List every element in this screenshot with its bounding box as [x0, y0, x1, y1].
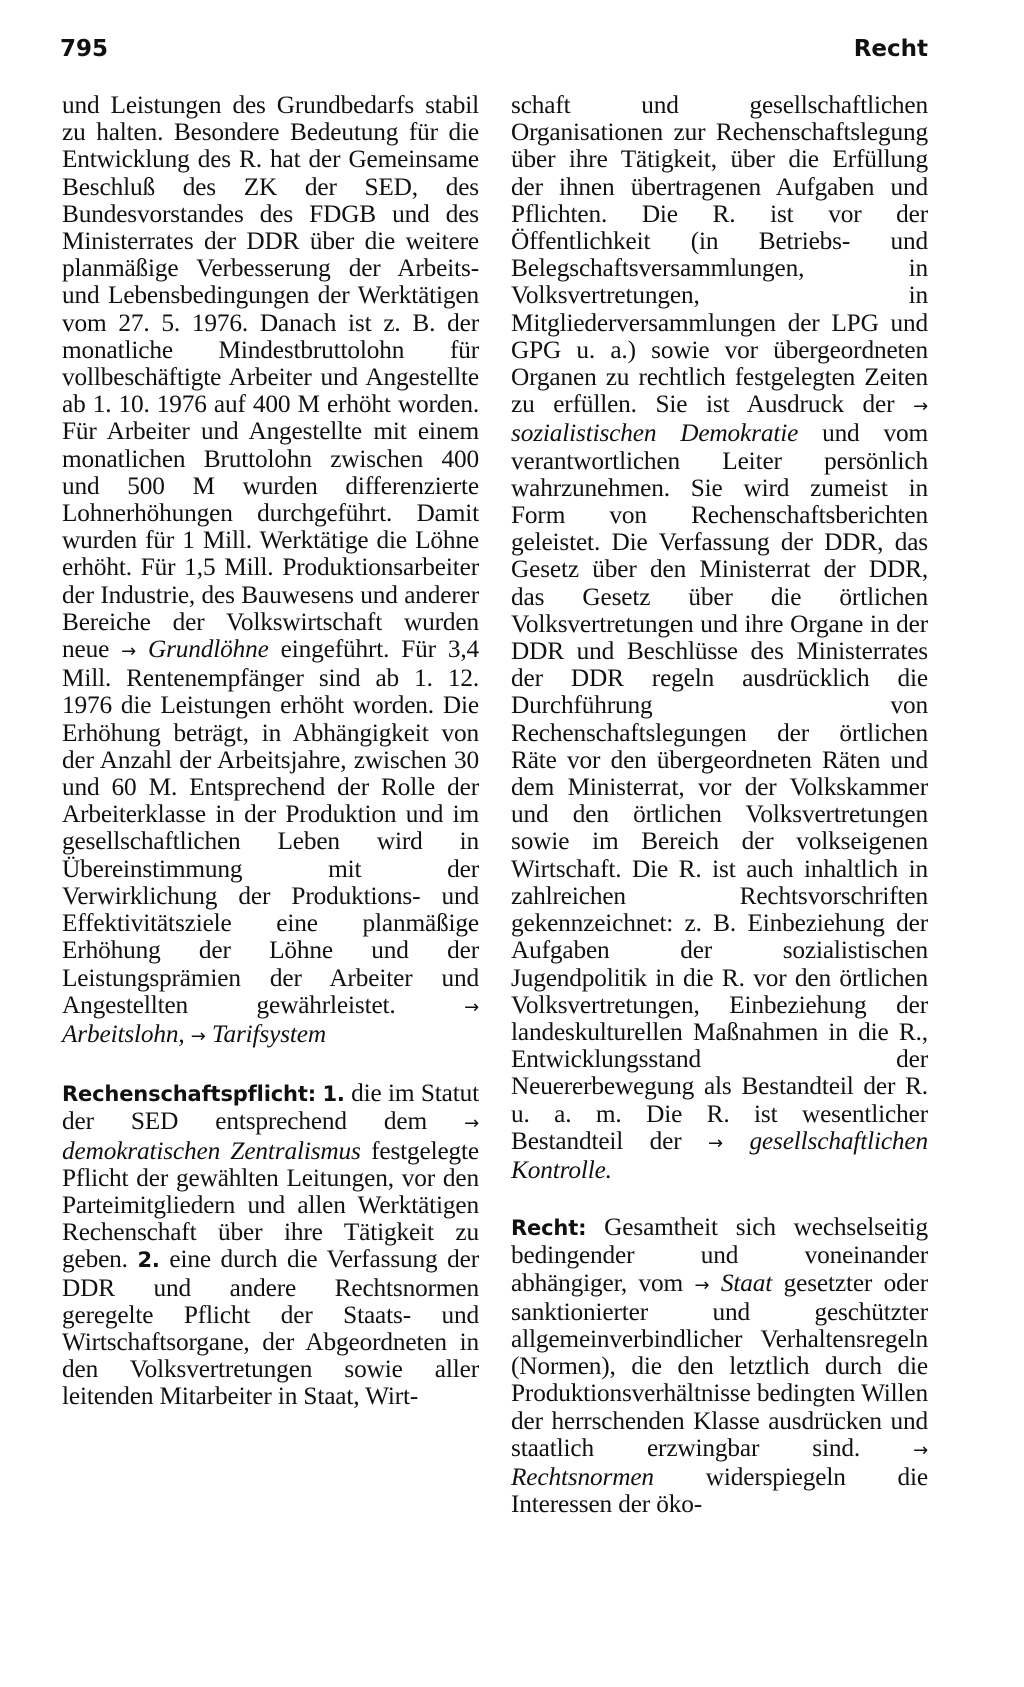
- text: widerspiegeln die Interessen der öko-: [511, 1462, 928, 1519]
- cross-reference-arrow-icon: →: [708, 1132, 723, 1154]
- cross-reference-link[interactable]: Rechtsnormen: [511, 1462, 654, 1491]
- cross-reference-link[interactable]: Arbeitslohn,: [62, 1019, 185, 1048]
- text: und Leistungen des Grundbedarfs stabil zu halten. Besondere Bedeutung für die Entwicklung des R. hat der Gemeinsame Beschluß des ZK der SED, des Bundesvorstandes des FDGB und des Ministerrates der DDR über die weitere planmäßige Verbesserung der Arbeits- und Lebensbedingungen der Werktätigen vom 27. 5. 1976. Danach ist z. B. der monatliche Mindestbruttolohn für vollbeschäftigte Arbeiter und Angestellte ab 1. 10. 1976 auf 400 M erhöht worden. Für Arbeiter und Angestellte mit einem monatlichen Bruttolohn zwischen 400 und 500 M wurden differenzierte Lohnerhöhungen durchgeführt. Damit wurden für 1 Mill. Werktätige die Löhne erhöht. Für 1,5 Mill. Produktionsarbeiter der Industrie, des Bauwesens und anderer Bereiche der Volkswirtschaft wurden neue: [62, 91, 479, 664]
- text: gesetzter oder sanktionierter und geschützter allgemeinverbindlicher Verhaltensregeln (Normen), die den letztlich durch die Produktionsverhältnisse bedingten Willen der herrschenden Klasse ausdrücken und staatlich erzwingbar sind.: [511, 1268, 928, 1462]
- cross-reference-arrow-icon: →: [694, 1274, 710, 1296]
- cross-reference-arrow-icon: →: [464, 996, 479, 1018]
- text: Gesamtheit sich wechselseitig bedingender und voneinander abhängiger, vom: [511, 1213, 928, 1297]
- text: schaft und gesellschaftlichen Organisationen zur Rechenschaftslegung über ihre Tätigkeit, über die Erfüllung der ihnen übertragenen Aufgaben und Pflichten. Die R. ist vor der Öffentlichkeit (in Betriebs- und Belegschaftsversammlungen, in Volksvertretungen, in Mitgliederversammlungen der LPG und GPG u. a.) sowie vor übergeordneten Organen zu rechtlich festgelegten Zeiten zu erfüllen. Sie ist Ausdruck der: [511, 91, 928, 419]
- entry-headword: Recht:: [511, 1216, 587, 1241]
- cross-reference-arrow-icon: →: [121, 641, 137, 663]
- cross-reference-arrow-icon: →: [190, 1025, 206, 1047]
- cross-reference-arrow-icon: →: [913, 396, 928, 418]
- cross-reference-link[interactable]: Grundlöhne: [147, 635, 269, 664]
- cross-reference-link[interactable]: sozialistischen Demokratie: [511, 419, 799, 448]
- entry-continuation: [62, 92, 479, 1050]
- cross-reference-link[interactable]: Staat: [720, 1268, 773, 1297]
- cross-reference-arrow-icon: →: [464, 1113, 479, 1135]
- cross-reference-link[interactable]: demokratischen Zentralismus: [62, 1136, 361, 1165]
- entry-headword: Rechenschaftspflicht:: [62, 1082, 316, 1107]
- text-columns: [62, 92, 928, 1518]
- text: festgelegte Pflicht der gewählten Leitungen, vor den Parteimitgliedern und allen Werktätigen Rechenschaft über ihre Tätigkeit zu geben.: [62, 1136, 480, 1274]
- text: eingeführt. Für 3,4 Mill. Rentenempfänger sind ab 1. 12. 1976 die Leistungen erhöht worden. Die Erhöhung beträgt, in Abhängigkeit von der Anzahl der Arbeitsjahre, zwischen 30 und 60 M. Entsprechend der Rolle der Arbeiterklasse in der Produktion und im gesellschaftlichen Leben wird in Übereinstimmung mit der Verwirklichung der Produktions- und Effektivitätsziele eine planmäßige Erhöhung der Löhne und der Leistungsprämien der Arbeiter und Angestellten gewährleistet.: [62, 635, 480, 1019]
- cross-reference-link[interactable]: Tarifsystem: [211, 1019, 326, 1048]
- page-header: [60, 36, 928, 62]
- cross-reference-arrow-icon: →: [913, 1439, 928, 1461]
- entry-rechenschaftspflicht: [62, 1080, 479, 1410]
- sense-number: 1.: [322, 1082, 345, 1107]
- entry-recht: [511, 1214, 928, 1518]
- page-number: 795: [60, 36, 109, 62]
- text: und vom verantwortlichen Leiter persönlich wahrzunehmen. Sie wird zumeist in Form von Rechenschaftsberichten geleistet. Die Verfassung der DDR, das Gesetz über den Ministerrat der DDR, das Gesetz über die örtlichen Volksvertretungen und ihre Organe in der DDR und Beschlüsse des Ministerrates der DDR regeln ausdrücklich die Durchführung von Rechenschaftslegungen der örtlichen Räte vor den übergeordneten Räten und dem Ministerrat, vor der Volkskammer und den örtlichen Volksvertretungen sowie im Bereich der volkseigenen Wirtschaft. Die R. ist auch inhaltlich in zahlreichen Rechtsvorschriften gekennzeichnet: z. B. Einbeziehung der Aufgaben der sozialistischen Jugendpolitik in die R. vor den örtlichen Volksvertretungen, Einbeziehung der landeskulturellen Maßnahmen in die R., Entwicklungsstand der Neuererbewegung als Bestandteil der R. u. a. m. Die R. ist wesentlicher Bestandteil der: [511, 419, 928, 1155]
- text: eine durch die Verfassung der DDR und andere Rechtsnormen geregelte Pflicht der Staats- und Wirtschaftsorgane, der Abgeordneten in den Volksvertretungen sowie aller leitenden Mitarbeiter in Staat, Wirt-: [62, 1245, 479, 1411]
- right-column: [511, 92, 928, 1518]
- entry-continuation: [511, 92, 928, 1184]
- left-column: [62, 92, 479, 1518]
- running-title: Recht: [853, 36, 928, 62]
- text: die im Statut der SED entsprechend dem: [62, 1079, 479, 1136]
- sense-number: 2.: [137, 1248, 160, 1273]
- cross-reference-link[interactable]: gesellschaftlichen Kontrolle.: [511, 1126, 928, 1184]
